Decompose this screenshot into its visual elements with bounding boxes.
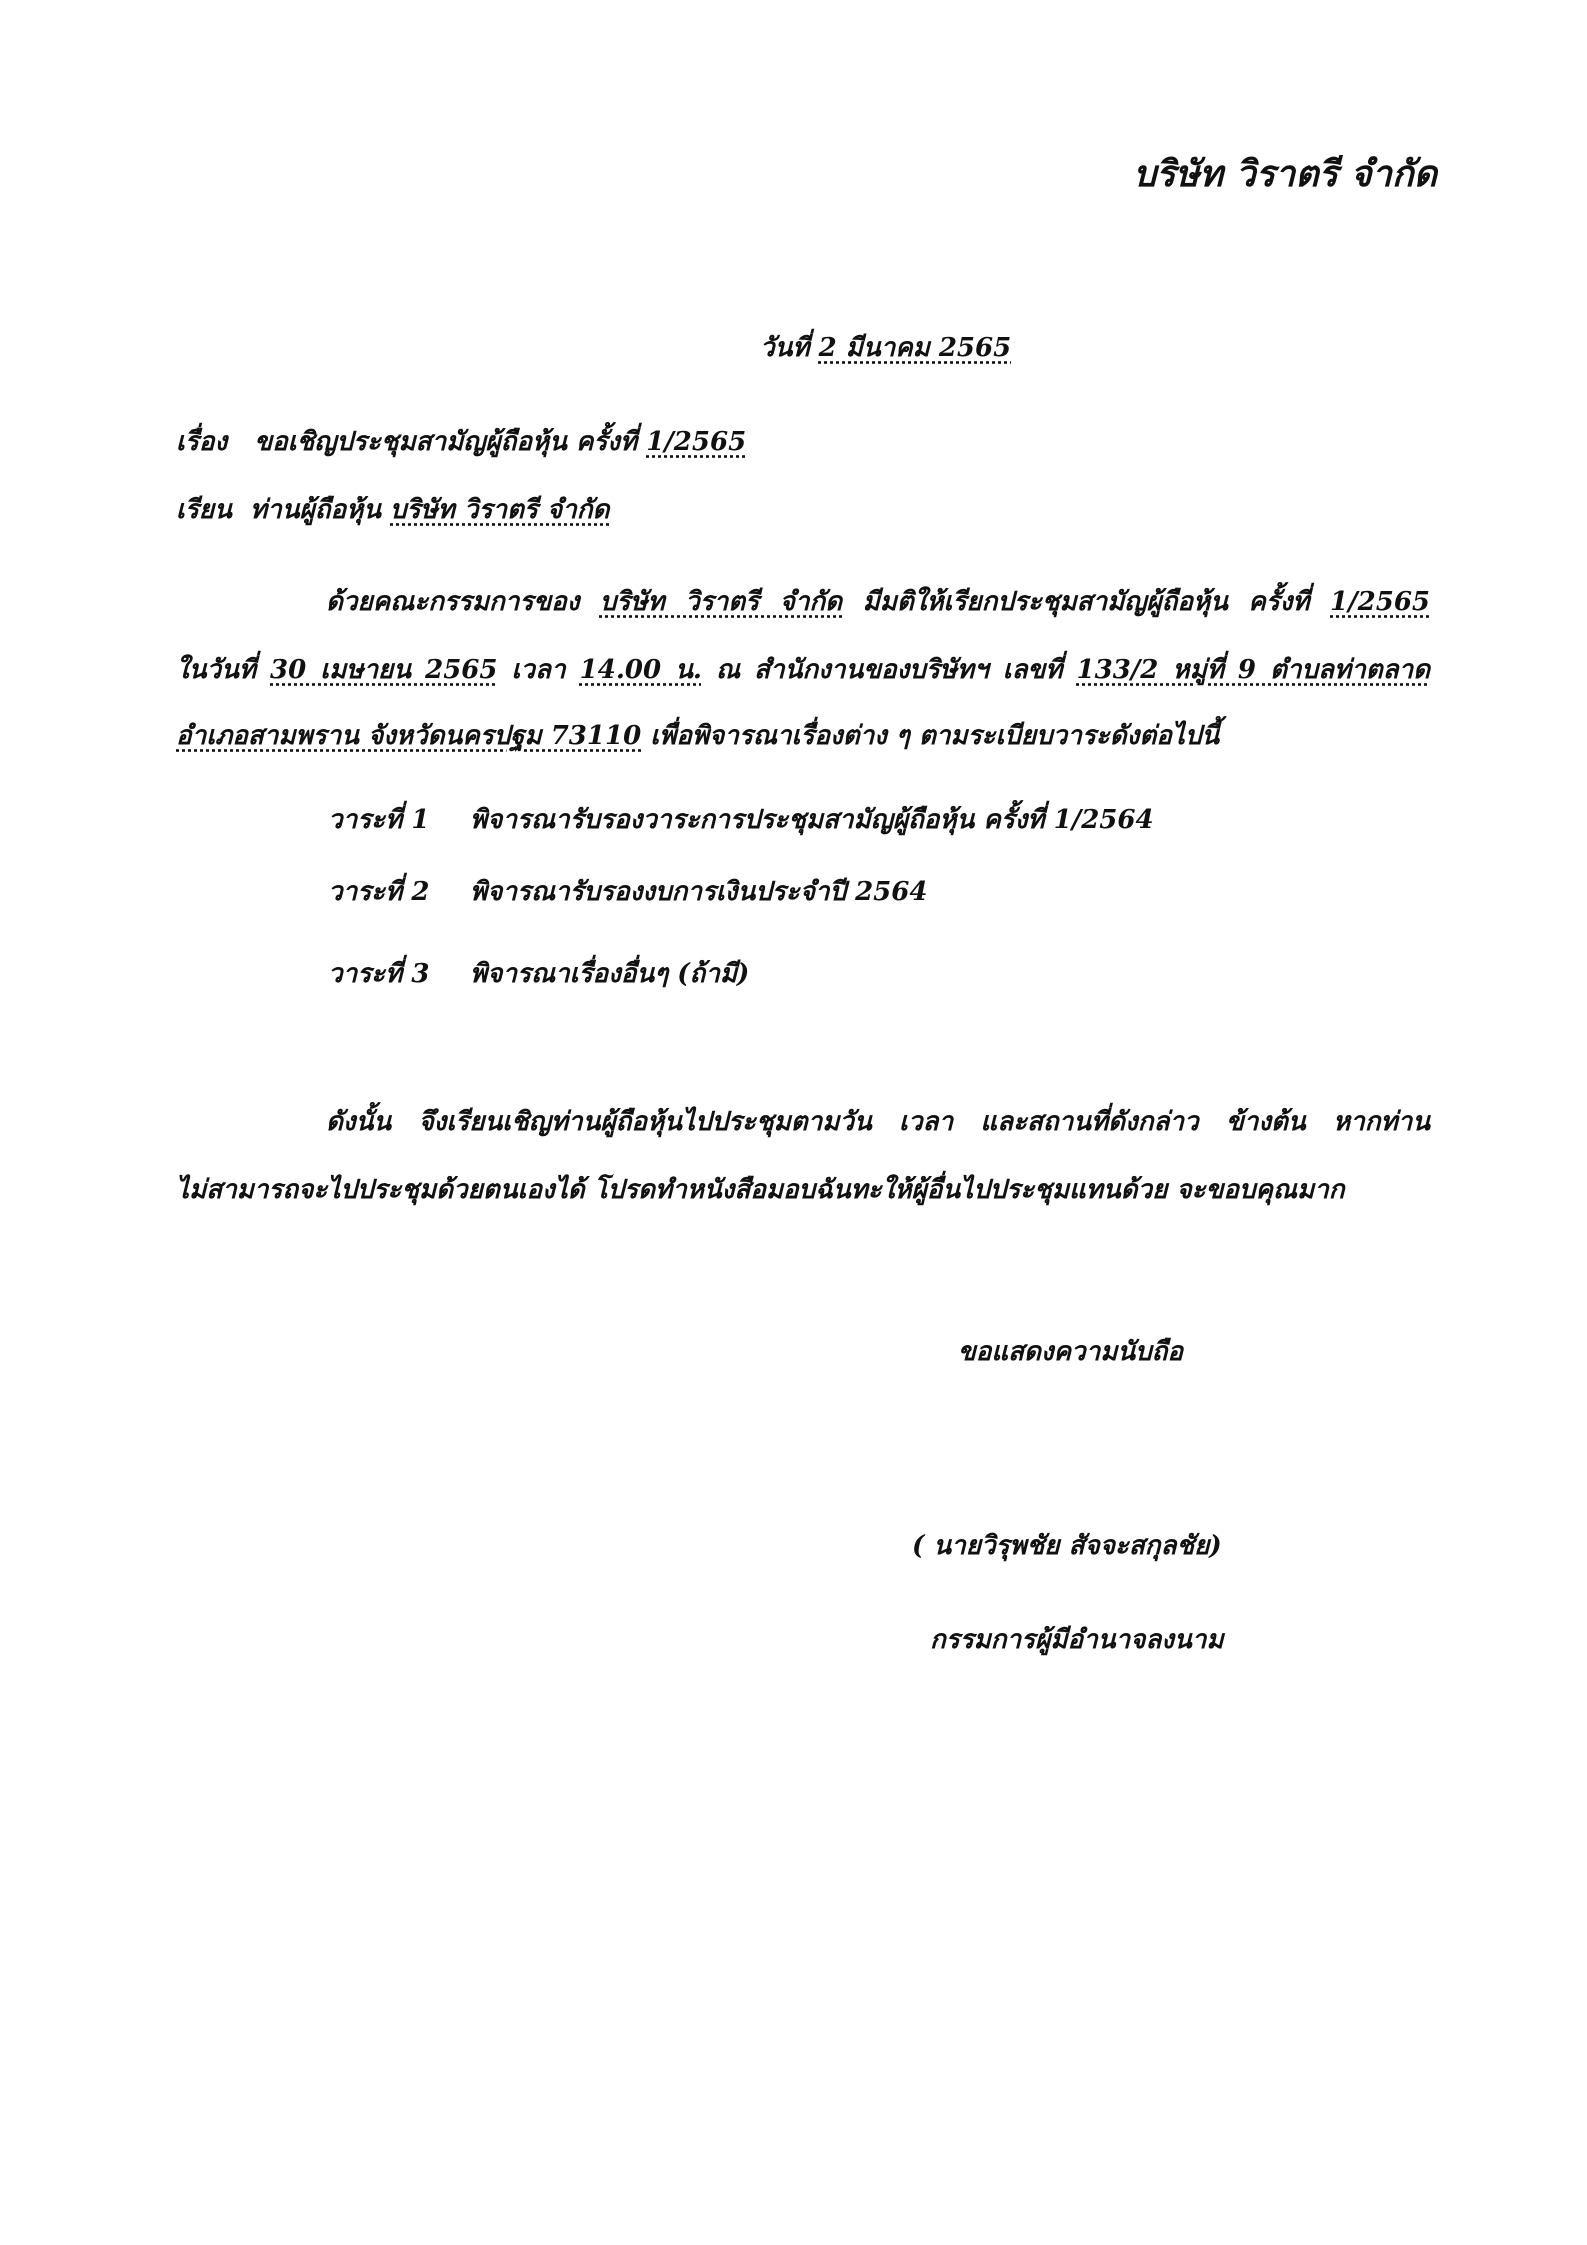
subject-number: 1/2565 xyxy=(646,427,747,457)
meeting-date: 30 เมษายน 2565 xyxy=(270,655,498,685)
body-text: ด้วยคณะกรรมการของ xyxy=(326,587,580,617)
meeting-time: 14.00 น. xyxy=(579,655,702,685)
date-value: 2 มีนาคม 2565 xyxy=(818,333,1012,363)
recipient-company: บริษัท วิราตรี จำกัด xyxy=(390,495,610,525)
recipient-label: เรียน xyxy=(176,495,232,525)
signer-title: กรรมการผู้มีอำนาจลงนาม xyxy=(930,1625,1224,1655)
meeting-address-cont: อำเภอสามพราน จังหวัดนครปฐม 73110 xyxy=(176,721,642,751)
body-text: เพื่อพิจารณาเรื่องต่าง ๆ ตามระเบียบวาระดังต่อไปนี้ xyxy=(650,721,1220,751)
agenda-2-number: วาระที่ 2 xyxy=(328,877,430,907)
recipient-line xyxy=(176,492,609,528)
body-text: ครั้งที่ xyxy=(1248,587,1310,617)
agenda-2-text: พิจารณารับรองงบการเงินประจำปี 2564 xyxy=(470,877,928,907)
closing-paragraph-line-2: ไม่สามารถจะไปประชุมด้วยตนเองได้ โปรดทำหนังสือมอบฉันทะให้ผู้อื่นไปประชุมแทนด้วย จะขอบคุณมาก xyxy=(176,1175,1345,1205)
agenda-1-number: วาระที่ 1 xyxy=(328,805,430,835)
body-company: บริษัท วิราตรี จำกัด xyxy=(599,587,843,617)
body-paragraph-1-line-1 xyxy=(176,584,1430,620)
subject-line xyxy=(176,424,746,460)
body-paragraph-1-line-2 xyxy=(176,652,1430,688)
body-text: มีมติให้เรียกประชุมสามัญผู้ถือหุ้น xyxy=(862,587,1228,617)
subject-label: เรื่อง xyxy=(176,427,228,457)
body-meeting-number: 1/2565 xyxy=(1330,587,1430,617)
agenda-3-number: วาระที่ 3 xyxy=(328,959,430,989)
agenda-1-text: พิจารณารับรองวาระการประชุมสามัญผู้ถือหุ้น ครั้งที่ 1/2564 xyxy=(470,805,1154,835)
meeting-address: 133/2 หมู่ที่ 9 ตำบลท่าตลาด xyxy=(1076,655,1431,685)
agenda-3-text: พิจารณาเรื่องอื่นๆ (ถ้ามี) xyxy=(470,959,750,989)
body-paragraph-1-line-3 xyxy=(176,718,1219,754)
subject-text: ขอเชิญประชุมสามัญผู้ถือหุ้น ครั้งที่ xyxy=(254,427,638,457)
signer-name: ( นายวิรุพชัย สัจจะสกุลชัย) xyxy=(912,1531,1222,1561)
body-text: ณ สำนักงานของบริษัทฯ เลขที่ xyxy=(716,655,1063,685)
recipient-text: ท่านผู้ถือหุ้น xyxy=(249,495,381,525)
date-line xyxy=(760,330,1011,366)
company-title: บริษัท วิราตรี จำกัด xyxy=(1133,153,1437,195)
regards: ขอแสดงความนับถือ xyxy=(958,1337,1183,1367)
date-label: วันที่ xyxy=(760,333,810,363)
body-text: ในวันที่ xyxy=(176,655,256,685)
closing-paragraph-line-1: ดังนั้น จึงเรียนเชิญท่านผู้ถือหุ้นไปประชุมตามวัน เวลา และสถานที่ดังกล่าว ข้างต้น หากท่าน xyxy=(326,1107,1430,1137)
body-text: เวลา xyxy=(511,655,566,685)
